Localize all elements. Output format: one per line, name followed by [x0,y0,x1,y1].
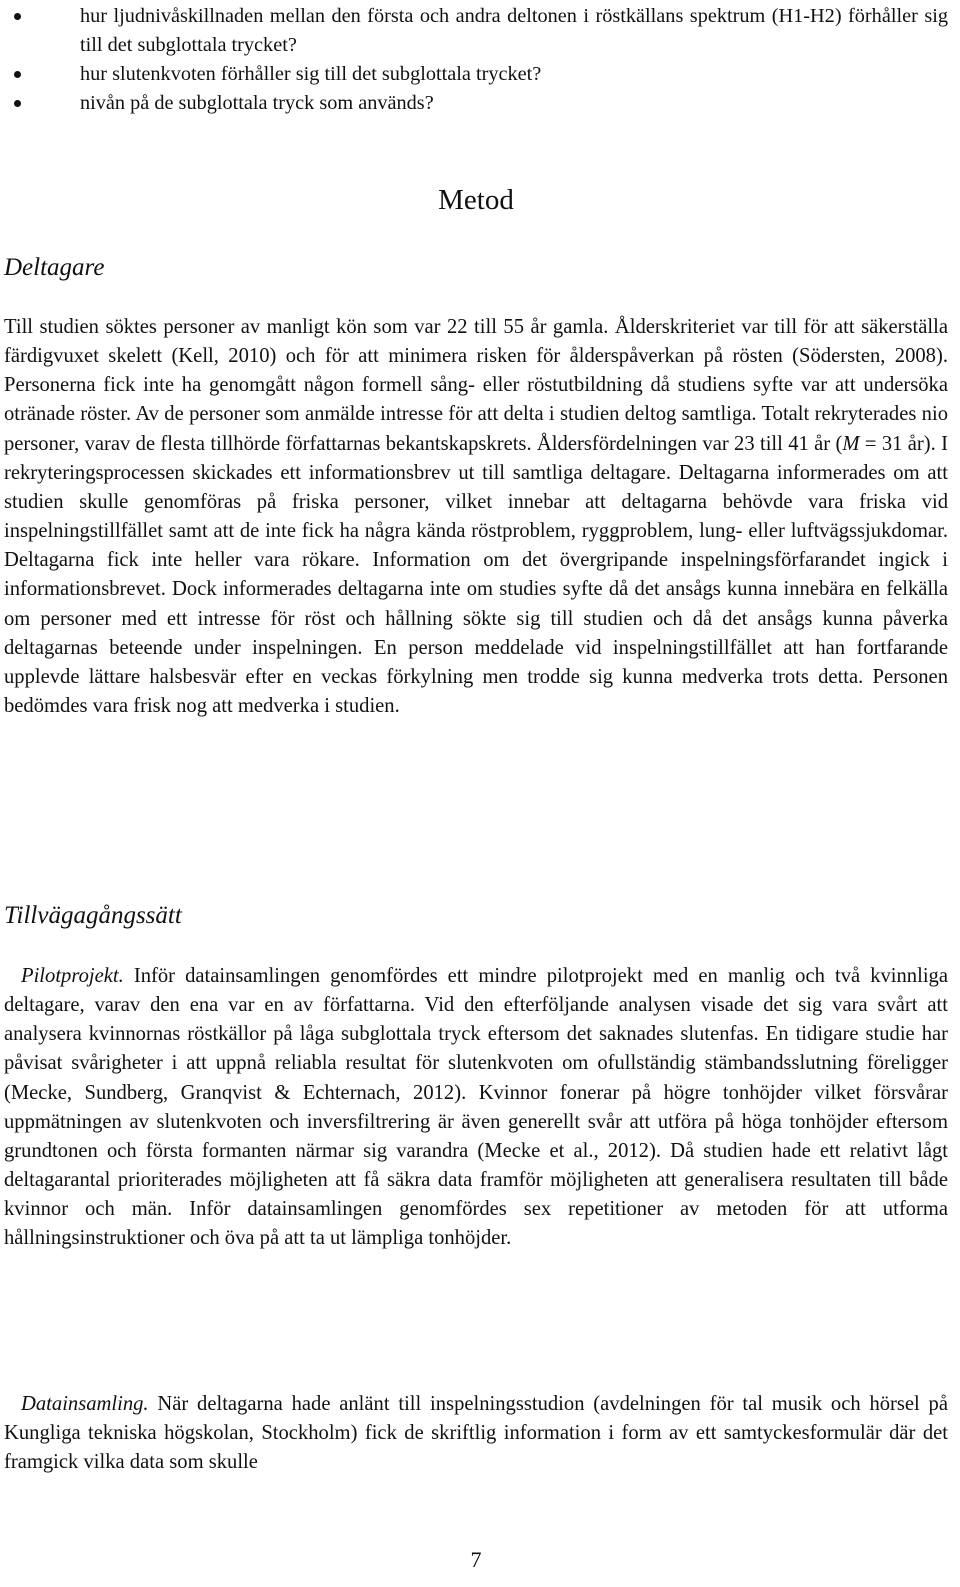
participants-text-part-2: = 31 år). I rekryteringsprocessen skickades ett informationsbrev ut till samtliga deltagare. Deltagarna informerades om att studien skulle genomföras på friska personer, vilket innebar att deltagarna behövde vara friska vid inspelningstillfället samt att de inte fick ha några kända röstproblem, ryggproblem, lung- eller luftvägssjukdomar. Deltagarna fick inte heller vara rökare. Information om det övergripande inspelningsförfarandet ingick i informationsbrevet. Dock informerades deltagarna inte om studies syfte då det ansågs kunna innebära en felkälla om personer med ett intresse för röst och hållning sökte sig till studien och då det ansågs kunna påverka deltagarnas beteende under inspelningen. En person meddelade vid inspelningstillfället att han fortfarande upplevde lättare halsbesvär efter en veckas förkylning men trodde sig kunna medverka trots detta. Personen bedömdes vara frisk nog att medverka i studien. [4,432,948,718]
list-item [4,60,948,89]
document-page [4,0,948,1587]
bullet-icon [14,71,21,78]
data-collection-text: När deltagarna hade anlänt till inspelningsstudion (avdelningen för tal musik och hörsel på Kungliga tekniska högskolan, Stockholm) fick de skriftlig information i form av ett samtyckesformulär där det framgick vilka data som skulle [4,1393,948,1474]
page-number: 7 [470,1547,482,1572]
list-item-text: nivån på de subglottala tryck som används? [80,92,434,114]
pilot-text: Inför datainsamlingen genomfördes ett mindre pilotprojekt med en manlig och två kvinnliga deltagare, varav den ena var en av författarna. Vid den efterföljande analysen visade det sig vara svårt att analysera kvinnornas röstkällor på låga subglottala tryck eftersom det saknades slutenfas. En tidigare studie har påvisat svårigheter i att uppnå reliabla resultat för slutenkvoten om ofullständig stämbandsslutning föreligger (Mecke, Sundberg, Granqvist & Echternach, 2012). Kvinnor fonerar på högre tonhöjder vilket försvårar uppmätningen av slutenkvoten och inversfiltrering är även generellt svår att utföra på höga tonhöjder eftersom grundtonen och första formanten närmar sig varandra (Mecke et al., 2012). Då studien hade ett relativt lågt deltagarantal prioriterades möjligheten att få säkra data framför möjligheten att generalisera resultaten till både kvinnor och män. Inför datainsamlingen genomfördes sex repetitioner av metoden för att utforma hållningsinstruktioner och öva på att ta ut lämpliga tonhöjder. [4,965,948,1250]
data-collection-paragraph [4,1390,948,1477]
mean-symbol: M [842,432,860,455]
section-heading-metod: Metod [438,184,514,216]
subsection-heading-deltagare: Deltagare [4,254,105,281]
participants-paragraph [4,313,948,721]
list-item [4,89,948,118]
bullet-icon [14,13,21,20]
pilot-paragraph [4,962,948,1254]
data-collection-runin-heading: Datainsamling. [21,1393,149,1415]
subsection-heading-tillvagagangssatt: Tillvägagångssätt [4,902,182,929]
list-item [4,2,948,60]
list-item-text: hur ljudnivåskillnaden mellan den första och andra deltonen i röstkällans spektrum (H1-H2) förhåller sig till det subglottala trycket? [80,5,948,56]
bullet-icon [14,100,21,107]
pilot-runin-heading: Pilotprojekt. [21,965,124,987]
participants-text-part-1: Till studien söktes personer av manligt kön som var 22 till 55 år gamla. Ålderskriteriet var till för att säkerställa färdigvuxet skelett (Kell, 2010) och för att minimera risken för ålderspåverkan på rösten (Södersten, 2008). Personerna fick inte ha genomgått någon formell sång- eller röstutbildning då studiens syfte var att undersöka otränade röster. Av de personer som anmälde intresse för att delta i studien deltog samtliga. Totalt rekryterades nio personer, varav de flesta tillhörde författarnas bekantskapskrets. Åldersfördelningen var 23 till 41 år ( [4,316,948,455]
list-item-text: hur slutenkvoten förhåller sig till det subglottala trycket? [80,63,542,85]
research-questions-list [4,2,948,118]
